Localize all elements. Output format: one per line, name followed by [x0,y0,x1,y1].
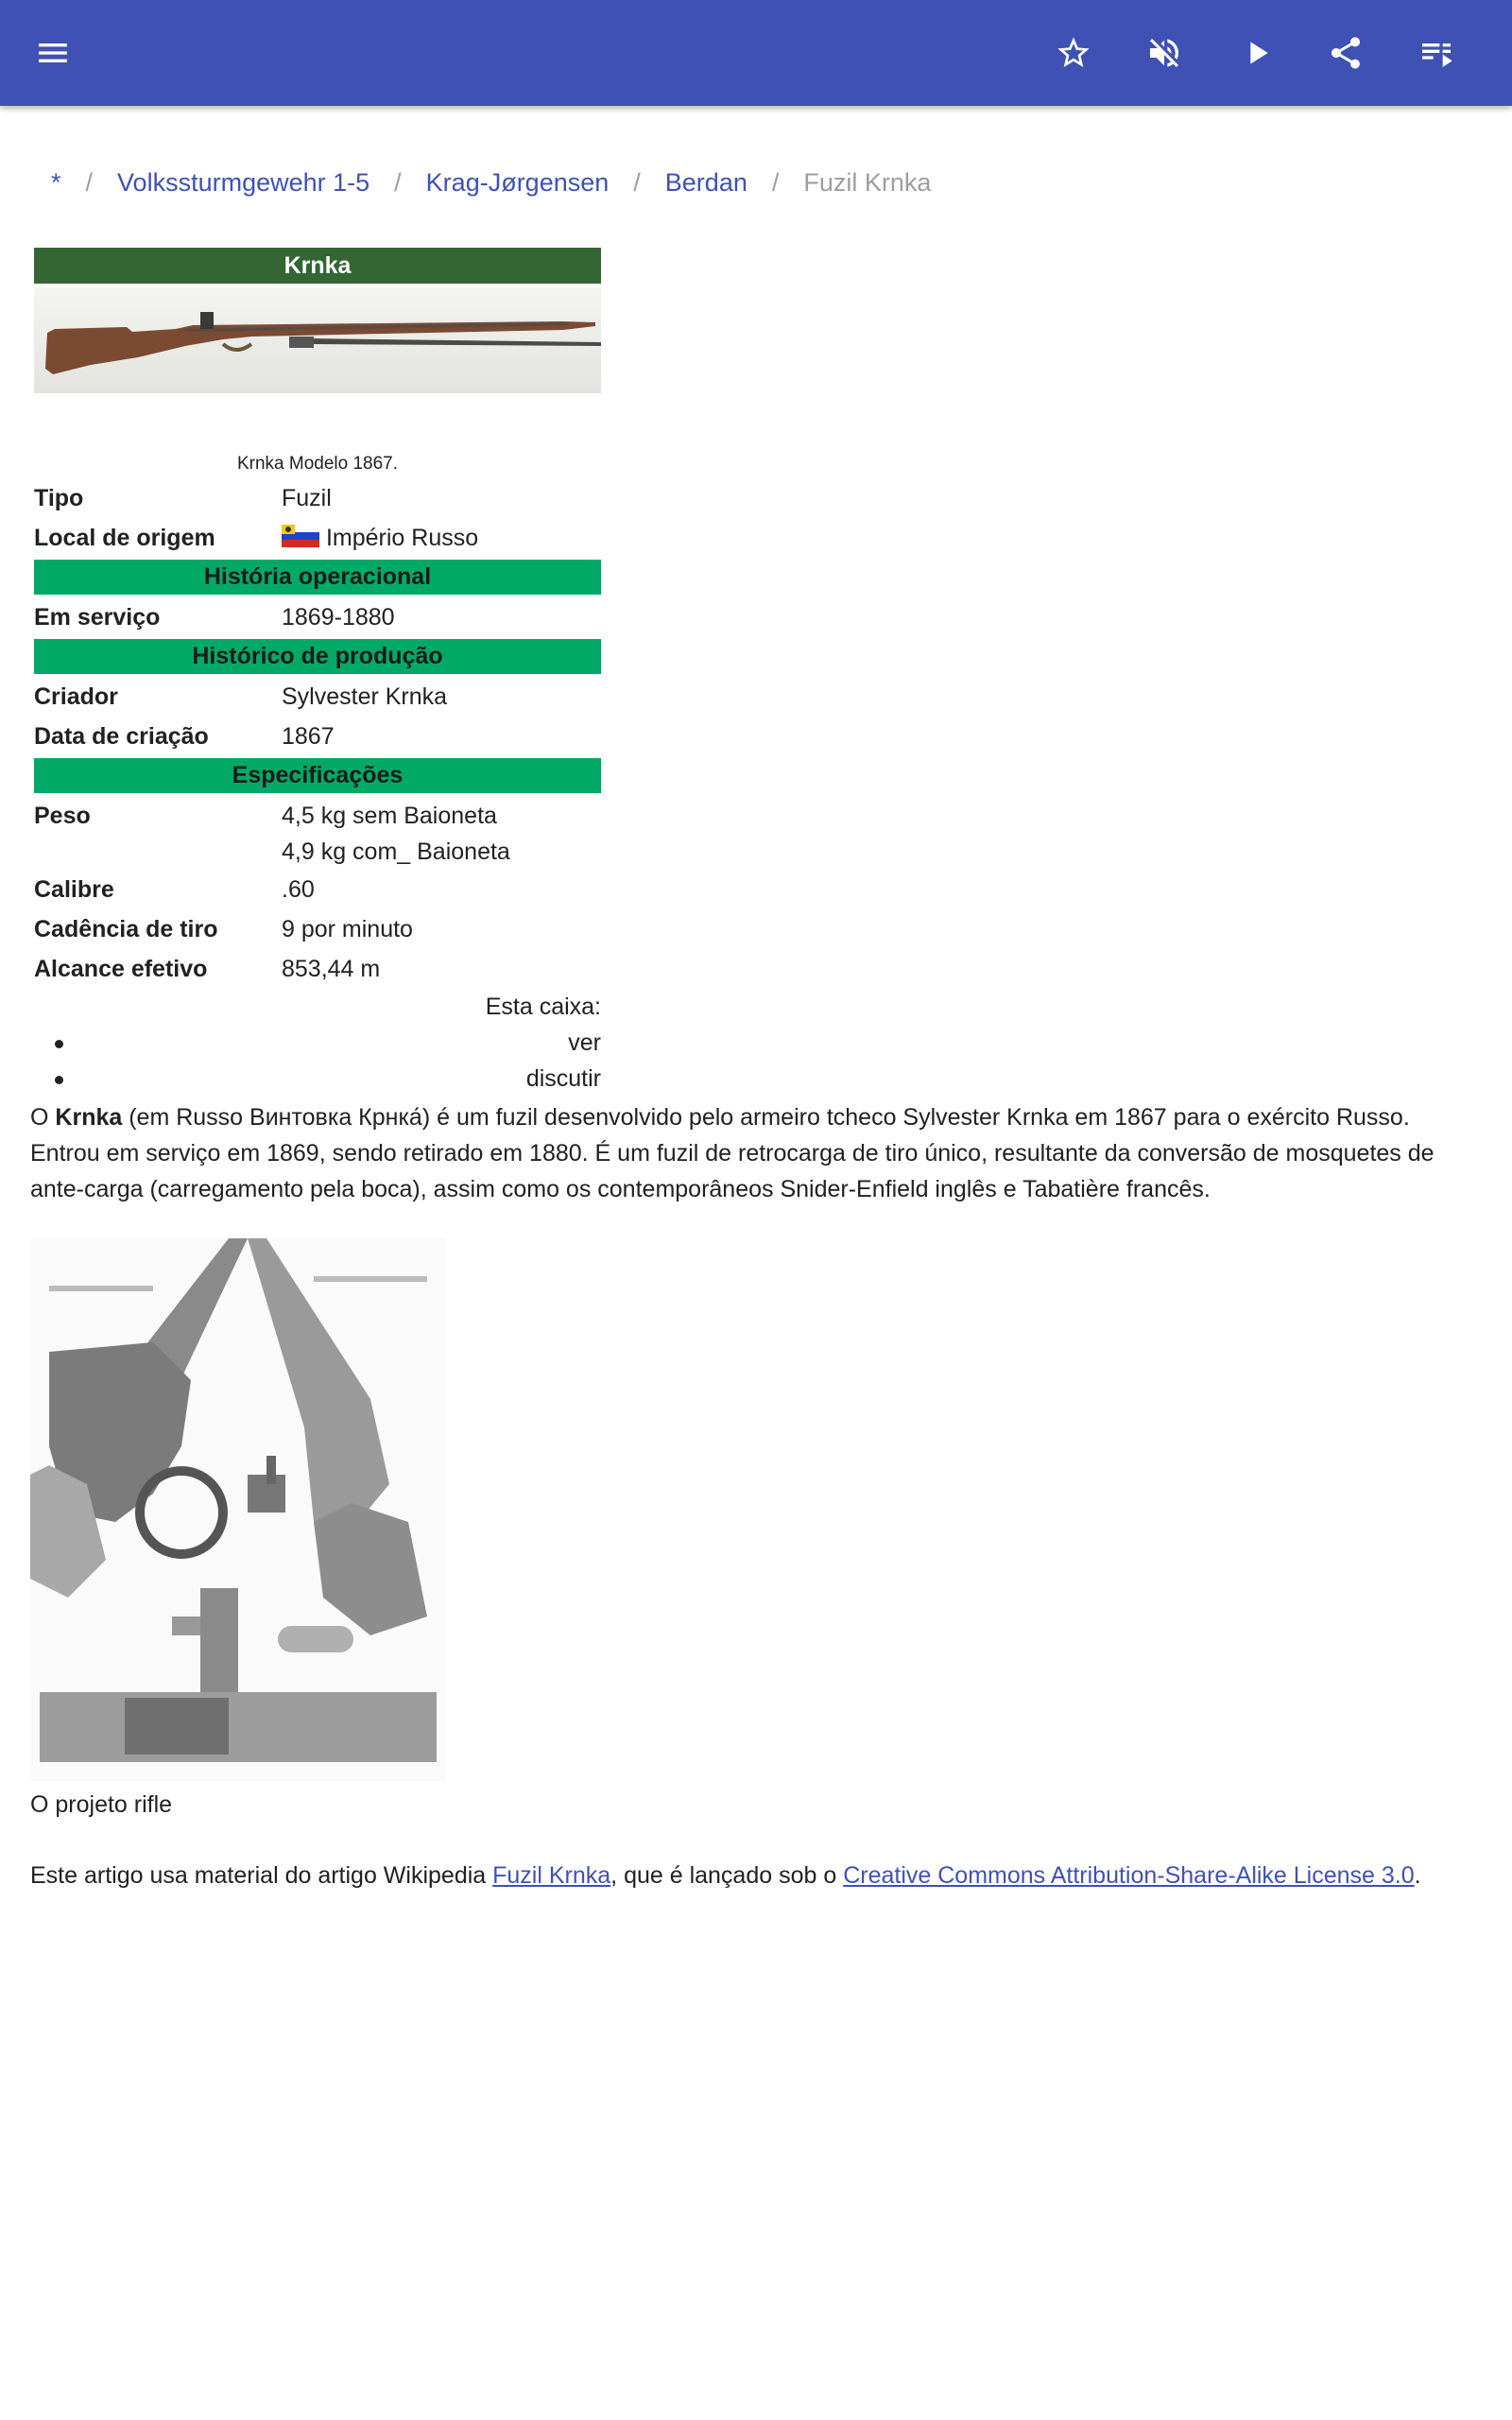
license-prefix: Este artigo usa material do artigo Wikipedia [30,1862,493,1889]
breadcrumb-home[interactable]: * [51,168,61,197]
infobox-row-peso [34,796,601,870]
row-label: Data de criação [34,723,209,750]
row-value: .60 [282,876,315,903]
infobox [34,248,601,1097]
row-label: Peso [34,803,91,829]
license-notice [30,1862,1421,1890]
row-label: Criador [34,683,118,710]
section-operational-history: História operacional [34,560,601,595]
row-value: 1867 [282,723,335,750]
row-label: Local de origem [34,525,215,551]
navbox-list [34,1025,601,1097]
breadcrumb-item[interactable]: Volkssturmgewehr 1-5 [117,168,370,197]
infobox-title: Krnka [34,248,601,284]
rifle-image[interactable] [34,287,601,393]
mute-button[interactable] [1136,25,1193,81]
playlist-icon [1418,34,1455,72]
row-value[interactable]: Fuzil [282,485,332,511]
article-paragraph [30,1099,1486,1207]
cc-license-link[interactable]: Creative Commons Attribution-Share-Alike License 3.0 [843,1862,1415,1889]
infobox-row-tipo [34,478,601,518]
navbox-label: Esta caixa: [485,994,601,1020]
navbox [34,989,601,1097]
row-value: Sylvester Krnka [282,683,448,710]
infobox-row-origem [34,518,601,558]
russian-empire-flag-icon [282,525,319,547]
source-article-link[interactable]: Fuzil Krnka [492,1862,611,1889]
section-production-history: Histórico de produção [34,639,601,674]
infobox-row-calibre [34,870,601,909]
infobox-row-data [34,717,601,756]
license-middle: , que é lançado sob o [610,1862,844,1889]
breadcrumb-current: Fuzil Krnka [803,168,932,197]
license-suffix: . [1414,1862,1421,1889]
row-label: Em serviço [34,604,161,631]
play-icon [1238,34,1276,72]
rifle-mechanism-diagram[interactable] [30,1238,446,1781]
volume-off-icon [1145,34,1183,72]
breadcrumb [51,168,931,198]
infobox-row-cadencia [34,909,601,949]
weight-without-bayonet: 4,5 kg sem Baioneta [282,803,497,829]
figure-caption: O projeto rifle [30,1791,173,1818]
breadcrumb-separator: / [633,168,641,197]
infobox-caption: Krnka Modelo 1867. [236,454,399,474]
infobox-row-servico [34,597,601,637]
navbox-view-link[interactable]: ver [34,1025,601,1061]
navbox-discuss-link[interactable]: discutir [34,1061,601,1097]
star-icon [1055,34,1092,72]
section-specifications: Especificações [34,758,601,793]
infobox-row-criador [34,677,601,717]
mechanism-drawing [30,1238,446,1781]
weight-with-bayonet: 4,9 kg com_ Baioneta [282,838,510,865]
row-value: 853,44 m [282,956,381,982]
article-subject: Krnka [55,1104,123,1131]
breadcrumb-item[interactable]: Krag-Jørgensen [425,168,610,197]
bookmark-button[interactable] [1045,25,1102,81]
share-icon [1327,34,1365,72]
row-value: 9 por minuto [282,916,413,942]
paragraph-start: O [30,1104,56,1131]
origin-link[interactable]: Império Russo [325,525,479,551]
row-value: 1869-1880 [282,604,395,631]
paragraph-body: (em Russo Винтовка Крнка́) é um fuzil desenvolvido pelo armeiro tcheco Sylvester Krnka em 1867 para o exército Russo. Entrou em serviço em 1869, sendo retirado em 1880. É um fuzil de retrocarga de tiro único, resultante da conversão de mosquetes de ante-carga (carregamento pela boca), assim como os contemporâneos Snider-Enfield inglês e Tabatière francês. [30,1104,1435,1202]
row-label[interactable]: Alcance efetivo [34,956,208,982]
contents-button[interactable] [1408,25,1465,81]
breadcrumb-separator: / [85,168,94,197]
menu-icon [34,34,72,72]
play-button[interactable] [1228,25,1285,81]
share-button[interactable] [1317,25,1374,81]
row-label[interactable]: Cadência de tiro [34,916,218,942]
breadcrumb-separator: / [394,168,402,197]
row-value-peso [282,796,601,870]
menu-button[interactable] [25,25,81,81]
app-bar [0,0,1512,106]
infobox-row-alcance [34,949,601,989]
row-label: Calibre [34,876,114,903]
rifle-drawing [34,287,601,393]
breadcrumb-separator: / [771,168,780,197]
breadcrumb-item[interactable]: Berdan [664,168,747,197]
row-label: Tipo [34,485,84,511]
row-value-origem [282,518,601,556]
